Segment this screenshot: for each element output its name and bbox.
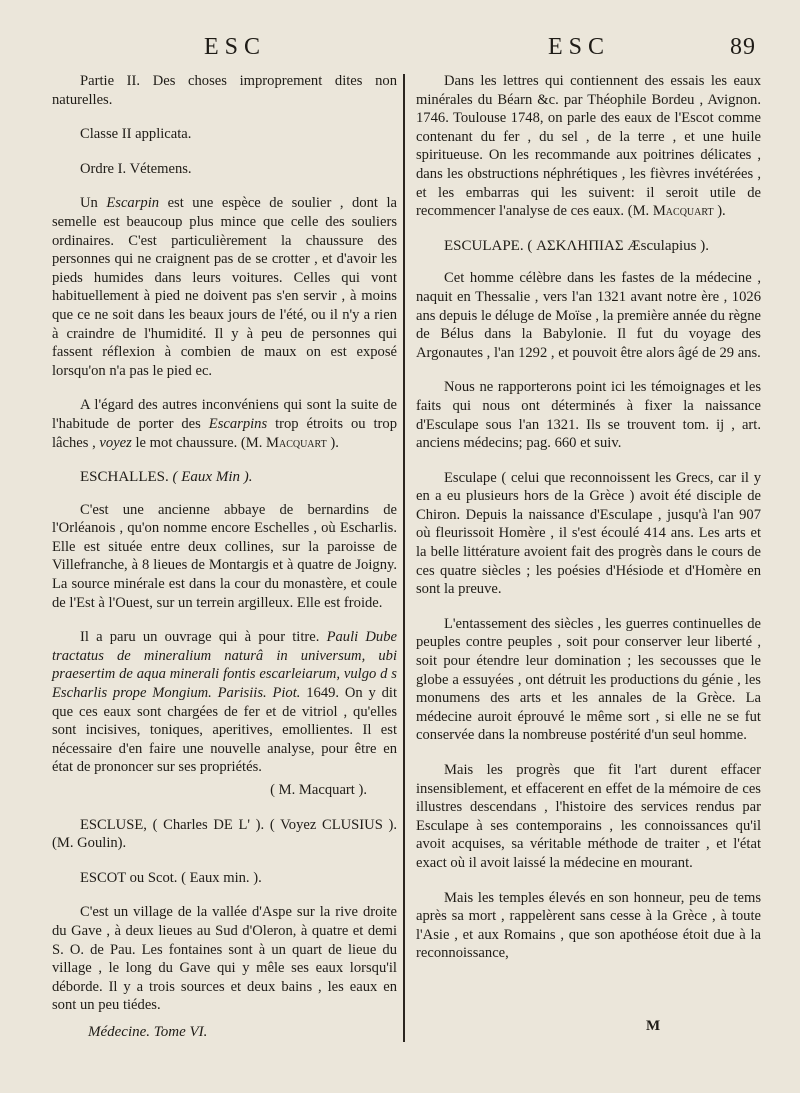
signature-mark: M <box>646 1018 661 1034</box>
right-column <box>416 72 761 979</box>
eschalles-signature: ( M. Macquart ). <box>270 782 367 798</box>
running-head-right: ESC <box>548 34 611 60</box>
esculape-paragraph-6: Mais les temples élevés en son honneur, peu de tems après sa mort , rappelèrent sans cesse à la Grèce , à toute l'Asie , et aux Romains , que son apothéose étoit due à la reconnoissance, <box>416 889 761 962</box>
column-divider <box>403 74 405 1042</box>
escarpin-term: Escarpin <box>106 195 160 212</box>
page-number: 89 <box>730 34 756 60</box>
running-head-left: ESC <box>204 34 267 60</box>
esculape-paragraph-3: Esculape ( celui que reconnoissent les Grecs, car il y en a eu plusieurs hors de la Grèce ) avoit été disciple de Chiron. Depuis la naissance d'Esculape , jusqu'à l'an 907 où fleurissoit Homère , il s'est écoulé 414 ans. Les arts et la belle littérature avoient fait des progrès dans le cours de ces quatre siècles ; les poésies d'Hésiode et d'Homère en sont la preuve. <box>416 469 761 598</box>
eschalles-heading: ESCHALLES. ( Eaux Min ). <box>80 469 253 486</box>
eschalles-paragraph-1: C'est une ancienne abbaye de bernardins de l'Orléanois , qu'on nomme encore Eschelles , où Escharlis. Elle est située entre deux collines, sur la paroisse de Villefranche, à 8 lieues de Montargis et à quatre de Joigny. La source minérale est dans la cour du monastère, et coule de l'Est à l'Ouest, sur un terrein argilleux. Elle est froide. <box>52 501 397 611</box>
esculape-paragraph-5: Mais les progrès que fit l'art durent effacer insensiblement, et effacerent en effet de la mémoire de ces illustres descendans , l'histoire des services rendus par Esculape à ses contemporains , les connoissances qu'il avoit acquises, sa véritable méthode de traiter , et l'état exact où il avoit laissé la médecine en mourant. <box>416 762 761 871</box>
escot-heading: ESCOT ou Scot. ( Eaux min. ). <box>80 869 262 886</box>
esculape-paragraph-1: Cet homme célèbre dans les fastes de la médecine , naquit en Thessalie , vers l'an 1321 avant notre ère , 1026 ans depuis le déluge de Moïse , la première année du règne de Bélus dans la Babylonie. Il fut du voyage des Argonautes , l'an 1292 , et pouvoit être alors âgé de 29 ans. <box>416 270 761 361</box>
ordre-line: Ordre I. Vétemens. <box>80 160 192 177</box>
escot-paragraph: C'est un village de la vallée d'Aspe sur la rive droite du Gave , à deux lieues au Sud d'Oleron, à quatre et demi S. O. de Pau. Les fontaines sont à un quart de lieue du village , le long du Gave qui y mêle ses eaux lorsqu'il déborde. Il y a trois sources et deux bains , les eaux en sont un peu tiédes. <box>52 904 397 1014</box>
esculape-heading: ESCULAPE. ( ΑΣΚΛΗΠΙΑΣ Æsculapius ). <box>444 237 709 254</box>
esculape-paragraph-4: L'entassement des siècles , les guerres continuelles de peuples contre peuples , soit pour conserver leur liberté , soit pour étendre leur domination ; les secousses que le globe a essuyées , ont détruit les productions du génie , les monumens des arts et les annales de la Grèce. La médecine auroit éprouvé le même sort , si elle ne se fut conservée dans la nombreuse postérité d'un seul homme. <box>416 615 761 744</box>
classe-line: Classe II applicata. <box>80 126 192 143</box>
eschalles-paragraph-2: Il a paru un ouvrage qui à pour titre. Pauli Dube tractatus de mineralium naturâ in universum, ubi praesertim de aqua minerali fontis escarleiarum, vulgo d s Escharlis prope Mongium. Parisiis. Piot. 1649. On y dit que ces eaux sont chargées de fer et de vitriol , qu'elles sont incisives, toniques, aperitives, emollientes. Il est nécessaire d'en faire une nouvelle analyse, pour être en état de prononcer sur ses propriétés. <box>52 629 397 776</box>
intro-line: Partie II. Des choses improprement dites non naturelles. <box>52 73 397 108</box>
ecluse-entry: ESCLUSE, ( Charles DE L' ). ( Voyez CLUSIUS ). (M. Goulin). <box>52 816 397 852</box>
bordeu-paragraph: Dans les lettres qui contiennent des essais les eaux minérales du Béarn &c. par Théophile Bordeu , Avignon. 1746. Toulouse 1748, on parle des eaux de l'Escot comme contenant du fer , du sel , de la terre , et une huile spiritueuse. On les recommande aux poitrines délicates , dans les obstructions néphrétiques , les fièvres invétérées , et les embarras qui les suivent: il seroit utile de recommencer l'analyse de ces eaux. (M. Macquart ). <box>416 73 761 220</box>
escarpin-paragraph-1: Un Escarpin est une espèce de soulier , dont la semelle est beaucoup plus mince que celle des souliers ordinaires. C'est particulièrement la chaussure des personnes qui ne craignent pas de se crotter , et d'avoir les pieds humides dans leurs voitures. Celles qui vont habituellement à pied ne doivent pas s'en servir , à moins que ce ne soit dans les beaux jours de l'été, ou il n'y a rien à craindre de l'humidité. Il y à peu de personnes qui fassent réflexion à combien de maux on est exposé lorsqu'on n'a pas le pied ec. <box>52 195 397 379</box>
left-column <box>52 72 397 1031</box>
escarpin-paragraph-2: A l'égard des autres inconvéniens qui sont la suite de l'habitude de porter des Escarpins trop étroits ou trop lâches , voyez le mot chaussure. (M. Macquart ). <box>52 397 398 451</box>
volume-footer: Médecine. Tome VI. <box>88 1024 208 1040</box>
esculape-paragraph-2: Nous ne rapporterons point ici les témoignages et les faits qui nous ont déterminés à fixer la naissance d'Esculape sous l'an 1321. Ils se trouvent tom. ij , art. anciens médecins; pag. 660 et suiv. <box>416 379 761 452</box>
book-title: Pauli Dube tractatus de mineralium naturâ in universum, ubi praesertim de aqua minerali fontis escarleiarum, vulgo d s Escharlis prope Mongium. Parisiis. Piot. <box>52 629 397 702</box>
running-head <box>0 34 800 68</box>
